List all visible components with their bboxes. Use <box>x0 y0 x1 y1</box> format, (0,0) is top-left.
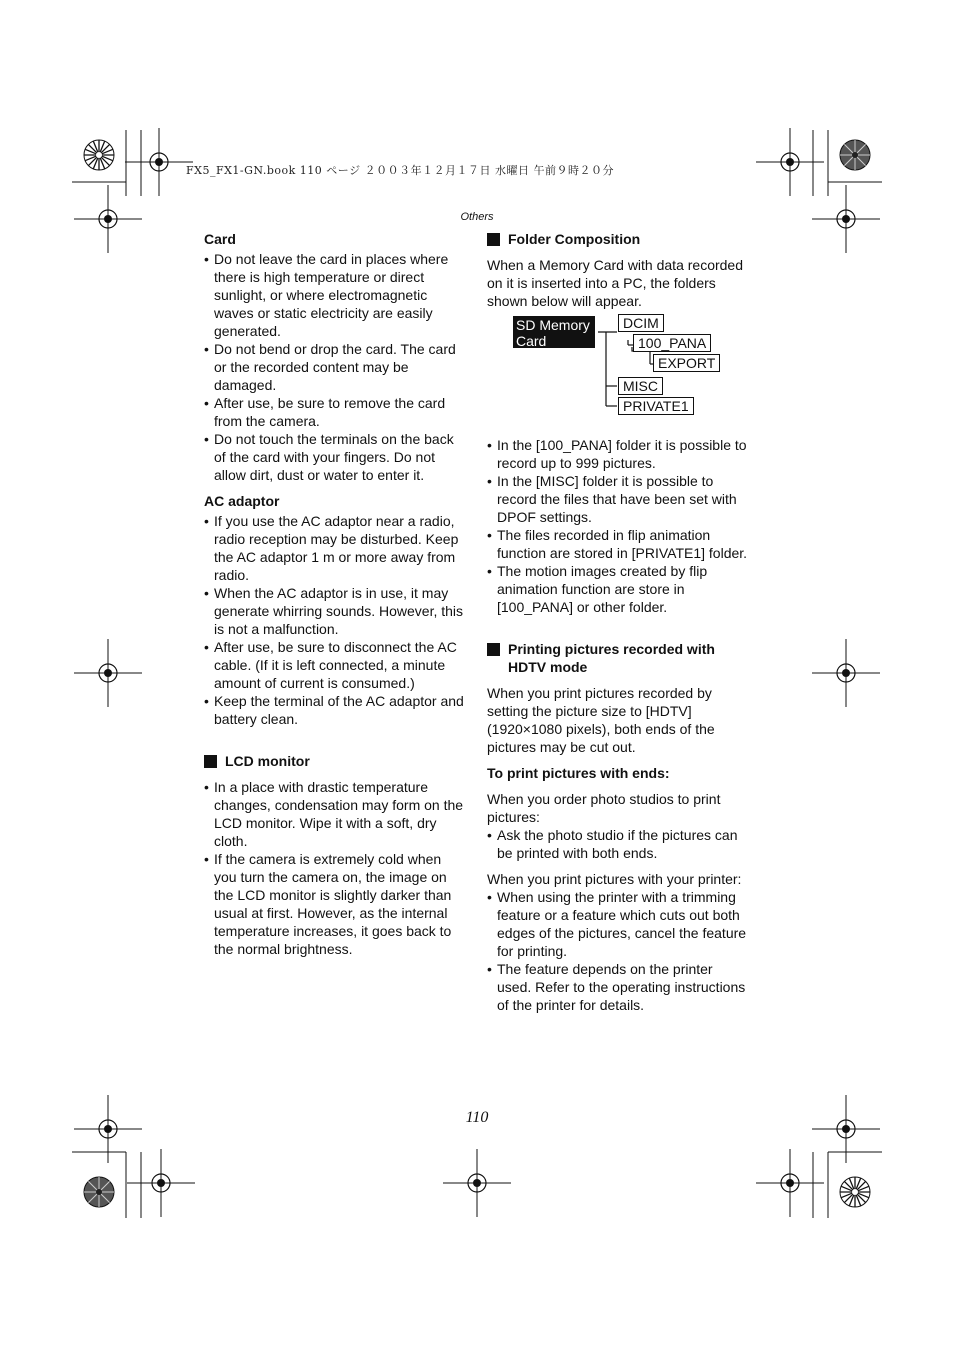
list-item: • After use, be sure to remove the card from the camera. <box>204 394 466 430</box>
page-number: 110 <box>465 1109 489 1126</box>
studio-intro: When you order photo studios to print pictures: <box>487 791 721 825</box>
folder-export: EXPORT <box>653 354 720 372</box>
list-item: • When the AC adaptor is in use, it may generate whirring sounds. However, this is not a malfunction. <box>204 584 466 638</box>
left-column <box>204 230 466 966</box>
list-item: • Do not leave the card in places where there is high temperature or direct sunlight, or where electromagnetic waves or static electricity are easily generated. <box>204 250 466 340</box>
hdtv-intro: When you print pictures recorded by setting the picture size to [HDTV] (1920×1080 pixels), both ends of the pictures may be cut out. <box>487 685 715 755</box>
lcd-monitor-heading: LCD monitor <box>204 752 466 770</box>
card-list <box>204 250 466 484</box>
section-square-icon <box>487 233 500 246</box>
folder-tree-diagram <box>487 315 749 430</box>
list-item: • After use, be sure to disconnect the AC cable. (If it is left connected, a minute amount of current is consumed.) <box>204 638 466 692</box>
sd-memory-card-label: SD Memory Card <box>513 316 595 348</box>
list-item: • Keep the terminal of the AC adaptor and battery clean. <box>204 692 466 728</box>
studio-list <box>487 826 749 862</box>
print-with-ends-heading: To print pictures with ends: <box>487 765 670 781</box>
list-item: • When using the printer with a trimming feature or a feature which cuts out both edges of the pictures, cancel the feature for printing. <box>487 888 749 960</box>
folder-misc: MISC <box>618 377 663 395</box>
folder-dcim: DCIM <box>618 314 664 332</box>
list-item: • In the [100_PANA] folder it is possible to record up to 999 pictures. <box>487 436 749 472</box>
folder-private1: PRIVATE1 <box>618 397 694 415</box>
hdtv-printing-heading: Printing pictures recorded with HDTV mode <box>487 640 749 676</box>
list-item: • The motion images created by flip animation function are store in [100_PANA] or other folder. <box>487 562 749 616</box>
section-label: Others <box>460 211 494 223</box>
ac-adaptor-heading: AC adaptor <box>204 493 280 509</box>
folder-notes-list <box>487 436 749 616</box>
list-item: • If the camera is extremely cold when you turn the camera on, the image on the LCD monitor is slightly darker than usual at first. However, as the internal temperature increases, it goes back to the normal brightness. <box>204 850 466 958</box>
list-item: • Ask the photo studio if the pictures can be printed with both ends. <box>487 826 749 862</box>
printer-intro: When you print pictures with your printer: <box>487 871 742 887</box>
list-item: • In a place with drastic temperature changes, condensation may form on the LCD monitor. Wipe it with a soft, dry cloth. <box>204 778 466 850</box>
right-column <box>487 230 749 1022</box>
folder-100-pana: 100_PANA <box>633 334 711 352</box>
lcd-monitor-list <box>204 778 466 958</box>
list-item: • The feature depends on the printer used. Refer to the operating instructions of the printer for details. <box>487 960 749 1014</box>
folder-composition-heading: Folder Composition <box>487 230 749 248</box>
section-square-icon <box>204 755 217 768</box>
printer-list <box>487 888 749 1014</box>
list-item: • If you use the AC adaptor near a radio, radio reception may be disturbed. Keep the AC adaptor 1 m or more away from radio. <box>204 512 466 584</box>
ac-adaptor-list <box>204 512 466 728</box>
list-item: • The files recorded in flip animation function are stored in [PRIVATE1] folder. <box>487 526 749 562</box>
card-heading: Card <box>204 231 236 247</box>
list-item: • Do not touch the terminals on the back of the card with your fingers. Do not allow dirt, dust or water to enter it. <box>204 430 466 484</box>
folder-intro: When a Memory Card with data recorded on it is inserted into a PC, the folders shown below will appear. <box>487 257 743 309</box>
list-item: • Do not bend or drop the card. The card or the recorded content may be damaged. <box>204 340 466 394</box>
list-item: • In the [MISC] folder it is possible to record the files that have been set with DPOF settings. <box>487 472 749 526</box>
section-square-icon <box>487 643 500 656</box>
print-header-line: FX5_FX1-GN.book 110 ページ ２００３年１２月１７日 水曜日 午前９時２０分 <box>186 164 615 177</box>
